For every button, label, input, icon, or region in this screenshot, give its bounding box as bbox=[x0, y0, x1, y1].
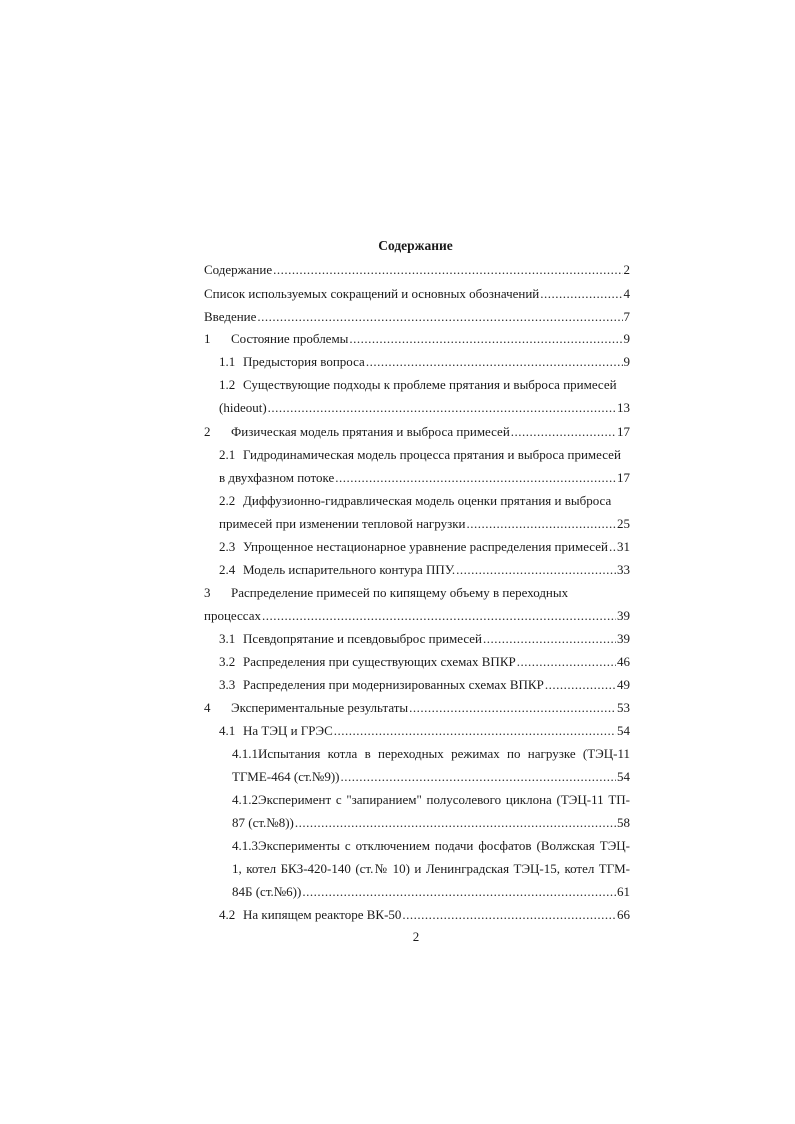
toc-entry-page: 49 bbox=[617, 677, 630, 692]
toc-entry-continuation[interactable] bbox=[219, 513, 630, 535]
toc-entry-number: 3 bbox=[204, 585, 211, 600]
toc-entry-continuation[interactable] bbox=[232, 881, 630, 903]
toc-entry-continuation[interactable] bbox=[232, 858, 630, 880]
toc-entry-page: 58 bbox=[617, 815, 630, 830]
toc-entry[interactable] bbox=[204, 582, 630, 604]
toc-leader-dots bbox=[511, 421, 616, 443]
toc-entry[interactable] bbox=[219, 720, 630, 742]
toc-entry-continuation[interactable] bbox=[232, 812, 630, 834]
toc-entry[interactable] bbox=[204, 283, 630, 305]
toc-entry-text: Состояние проблемы bbox=[231, 331, 349, 346]
toc-entry-page: 66 bbox=[617, 907, 630, 922]
toc-entry-number: 4.2 bbox=[219, 907, 236, 922]
toc-entry[interactable] bbox=[219, 374, 630, 396]
toc-entry-number: 4 bbox=[204, 700, 211, 715]
toc-entry[interactable] bbox=[219, 536, 630, 558]
toc-entry-page: 4 bbox=[623, 286, 630, 301]
toc-entry-continuation[interactable] bbox=[232, 766, 630, 788]
toc-entry-number: 2 bbox=[204, 424, 211, 439]
toc-entry-page: 46 bbox=[617, 654, 630, 669]
toc-entry-page: 39 bbox=[617, 631, 630, 646]
page-number: 2 bbox=[412, 929, 420, 944]
toc-entry-number: 4.1.3 bbox=[232, 838, 258, 853]
toc-entry[interactable] bbox=[232, 789, 630, 811]
page-title: Содержание bbox=[378, 238, 453, 253]
toc-entry-page: 17 bbox=[617, 470, 630, 485]
toc-entry-number: 1.1 bbox=[219, 354, 236, 369]
toc-entry[interactable] bbox=[219, 351, 630, 373]
toc-entry-page: 25 bbox=[617, 516, 630, 531]
toc-entry-page: 9 bbox=[623, 331, 630, 346]
toc-entry[interactable] bbox=[204, 328, 630, 350]
toc-entry-text: Эксперименты с отключением подачи фосфатов (Волжская ТЭЦ- bbox=[258, 838, 630, 853]
toc-entry-number: 2.3 bbox=[219, 539, 236, 554]
toc-entry-page: 17 bbox=[617, 424, 630, 439]
toc-leader-dots bbox=[609, 536, 616, 558]
toc-leader-dots bbox=[409, 697, 616, 719]
toc-entry[interactable] bbox=[232, 835, 630, 857]
toc-entry-text: Гидродинамическая модель процесса прятания и выброса примесей bbox=[243, 447, 621, 462]
toc-entry-text: примесей при изменении тепловой нагрузки bbox=[219, 516, 466, 531]
toc-entry-page: 53 bbox=[617, 700, 630, 715]
toc-entry-text: На кипящем реакторе ВК-50 bbox=[243, 907, 402, 922]
toc-entry[interactable] bbox=[219, 444, 630, 466]
toc-entry-number: 3.1 bbox=[219, 631, 236, 646]
toc-entry[interactable] bbox=[219, 904, 630, 926]
toc-entry[interactable] bbox=[204, 259, 630, 281]
toc-entry-text: 84Б (ст.№6)) bbox=[232, 884, 302, 899]
toc-entry-page: 31 bbox=[617, 539, 630, 554]
toc-entry-text: Псевдопрятание и псевдовыброс примесей bbox=[243, 631, 483, 646]
toc-entry[interactable] bbox=[204, 697, 630, 719]
toc-entry-text: Распределения при существующих схемах ВПКР bbox=[243, 654, 516, 669]
toc-entry-page: 54 bbox=[617, 723, 630, 738]
toc-entry-continuation[interactable] bbox=[219, 397, 630, 419]
toc-entry[interactable] bbox=[232, 743, 630, 765]
toc-entry[interactable] bbox=[219, 651, 630, 673]
toc-entry-text: Содержание bbox=[204, 262, 273, 277]
toc-entry-text: На ТЭЦ и ГРЭС bbox=[243, 723, 333, 738]
toc-entry-text: Физическая модель прятания и выброса примесей bbox=[231, 424, 510, 439]
toc-entry-text: Испытания котла в переходных режимах по нагрузке (ТЭЦ-11 bbox=[258, 746, 630, 761]
toc-entry-number: 4.1.1 bbox=[232, 746, 258, 761]
toc-entry-text: Эксперимент с "запиранием" полусолевого циклона (ТЭЦ-11 ТП- bbox=[258, 792, 630, 807]
toc-entry-text: в двухфазном потоке bbox=[219, 470, 335, 485]
toc-entry-text: Модель испарительного контура ППУ. bbox=[243, 562, 456, 577]
toc-entry[interactable] bbox=[204, 421, 630, 443]
toc-entry-number: 4.1.2 bbox=[232, 792, 258, 807]
toc-entry-page: 9 bbox=[623, 354, 630, 369]
toc-entry-text: Экспериментальные результаты bbox=[231, 700, 409, 715]
toc-entry-page: 54 bbox=[617, 769, 630, 784]
toc-entry-page: 39 bbox=[617, 608, 630, 623]
toc-entry[interactable] bbox=[204, 306, 630, 328]
toc-leader-dots bbox=[302, 881, 616, 903]
toc-entry-number: 2.4 bbox=[219, 562, 236, 577]
toc-entry-text: Диффузионно-гидравлическая модель оценки прятания и выброса bbox=[243, 493, 612, 508]
toc-entry-page: 13 bbox=[617, 400, 630, 415]
toc-leader-dots bbox=[349, 328, 622, 350]
toc-entry-number: 4.1 bbox=[219, 723, 236, 738]
toc-entry-text: Упрощенное нестационарное уравнение распределения примесей bbox=[243, 539, 608, 554]
toc-entry-number: 2.1 bbox=[219, 447, 236, 462]
toc-entry-number: 2.2 bbox=[219, 493, 236, 508]
toc-entry-text: Распределение примесей по кипящему объему в переходных bbox=[231, 585, 569, 600]
toc-entry-continuation[interactable] bbox=[219, 467, 630, 489]
toc-entry-page: 61 bbox=[617, 884, 630, 899]
toc-entry-text: Введение bbox=[204, 309, 257, 324]
toc-entry-text: 87 (ст.№8)) bbox=[232, 815, 294, 830]
toc-leader-dots bbox=[273, 259, 622, 281]
toc-leader-dots bbox=[402, 904, 616, 926]
toc-leader-dots bbox=[366, 351, 623, 373]
toc-entry-text: 1, котел БКЗ-420-140 (ст.№ 10) и Ленинградская ТЭЦ-15, котел ТГМ- bbox=[232, 861, 630, 876]
toc-entry[interactable] bbox=[219, 674, 630, 696]
toc-entry[interactable] bbox=[219, 490, 630, 512]
toc-entry[interactable] bbox=[219, 628, 630, 650]
toc-leader-dots bbox=[483, 628, 616, 650]
toc-leader-dots bbox=[268, 397, 616, 419]
toc-entry-number: 3.2 bbox=[219, 654, 236, 669]
toc-leader-dots bbox=[335, 467, 616, 489]
toc-leader-dots bbox=[334, 720, 616, 742]
toc-leader-dots bbox=[517, 651, 616, 673]
toc-leader-dots bbox=[295, 812, 616, 834]
toc-entry[interactable] bbox=[219, 559, 630, 581]
toc-leader-dots bbox=[340, 766, 616, 788]
toc-entry-number: 3.3 bbox=[219, 677, 236, 692]
toc-entry-text: процессах bbox=[204, 608, 261, 623]
toc-entry-continuation[interactable] bbox=[204, 605, 630, 627]
toc-leader-dots bbox=[456, 559, 616, 581]
toc-entry-text: Предыстория вопроса bbox=[243, 354, 365, 369]
toc-entry-text: ТГМЕ-464 (ст.№9)) bbox=[232, 769, 340, 784]
toc-entry-text: (hideout) bbox=[219, 400, 267, 415]
toc-leader-dots bbox=[540, 283, 622, 305]
toc-entry-number: 1.2 bbox=[219, 377, 236, 392]
toc-leader-dots bbox=[467, 513, 616, 535]
toc-entry-page: 33 bbox=[617, 562, 630, 577]
toc-leader-dots bbox=[545, 674, 616, 696]
toc-entry-text: Список используемых сокращений и основных обозначений bbox=[204, 286, 540, 301]
toc-entry-page: 2 bbox=[623, 262, 630, 277]
toc-leader-dots bbox=[257, 306, 622, 328]
toc-entry-number: 1 bbox=[204, 331, 211, 346]
toc-entry-text: Распределения при модернизированных схемах ВПКР bbox=[243, 677, 544, 692]
toc-leader-dots bbox=[262, 605, 616, 627]
toc-entry-text: Существующие подходы к проблеме прятания и выброса примесей bbox=[243, 377, 617, 392]
toc-entry-page: 7 bbox=[623, 309, 630, 324]
